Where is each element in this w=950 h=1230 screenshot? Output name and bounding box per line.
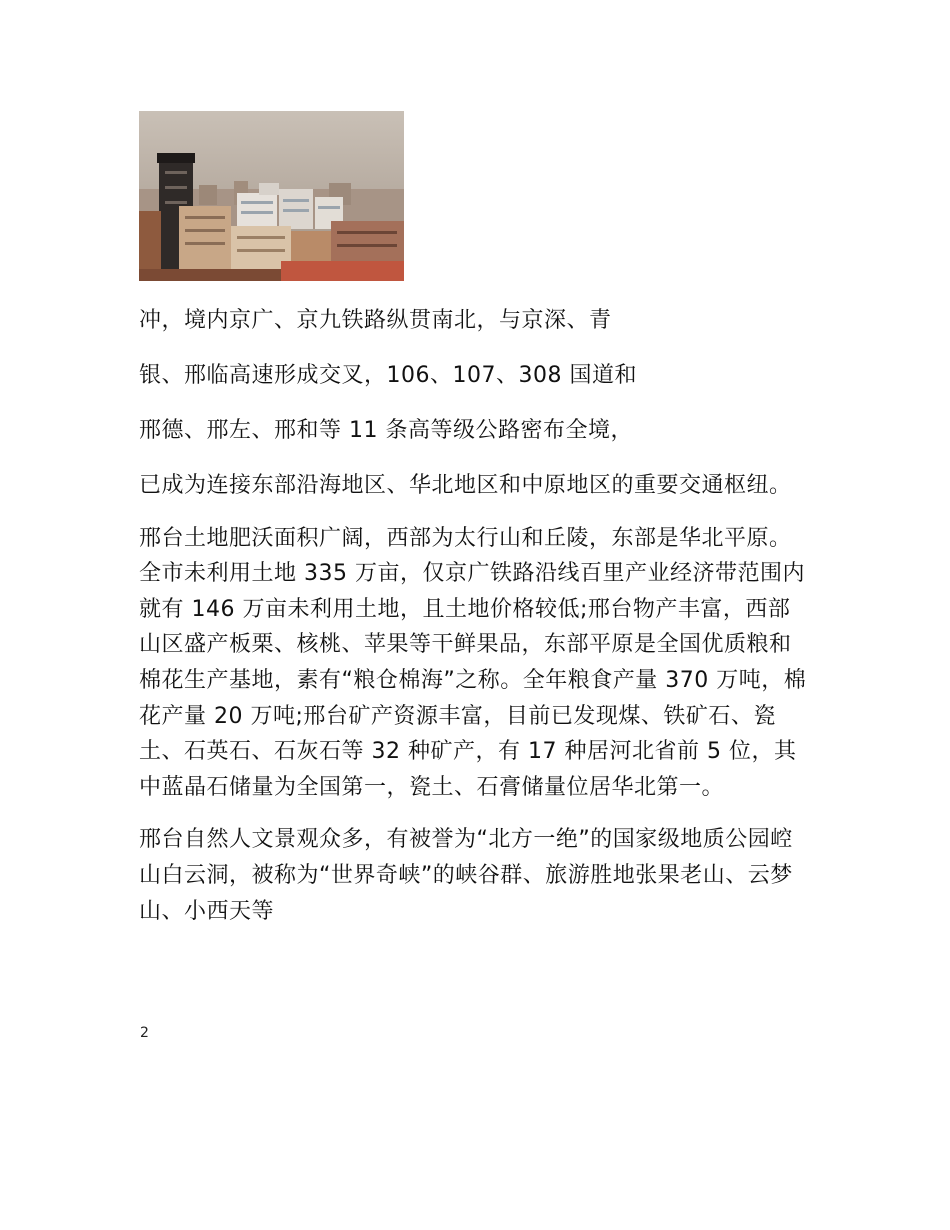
body-text [139,303,811,946]
page-number: 2 [140,1025,149,1041]
city-skyline-photo [139,111,404,281]
text-line: 银、邢临高速形成交叉，106、107、308 国道和 [139,363,637,388]
paragraph-scenery: 邢台自然人文景观众多，有被誉为“北方一绝”的国家级地质公园崆山白云洞，被称为“世界奇峡”的峡谷群、旅游胜地张果老山、云梦山、小西天等 [139,827,793,924]
paragraph-land-resources: 邢台土地肥沃面积广阔，西部为太行山和丘陵，东部是华北平原。全市未利用土地 335 万亩，仅京广铁路沿线百里产业经济带范围内就有 146 万亩未利用土地，且土地价格较低;邢台物产丰富，西部山区盛产板栗、核桃、苹果等干鲜果品，东部平原是全国优质粮和棉花生产基地，素有“粮仓棉海”之称。全年粮食产量 370 万吨，棉花产量 20 万吨;邢台矿产资源丰富，目前已发现煤、铁矿石、瓷土、石英石、石灰石等 32 种矿产，有 17 种居河北省前 5 位，其中蓝晶石储量为全国第一，瓷土、石膏储量位居华北第一。 [139,525,807,800]
paragraph-transport-hub: 已成为连接东部沿海地区、华北地区和中原地区的重要交通枢纽。 [139,473,792,498]
text-line: 冲，境内京广、京九铁路纵贯南北，与京深、青 [139,308,612,333]
city-skyline-illustration [139,111,404,281]
text-line: 邢德、邢左、邢和等 11 条高等级公路密布全境， [139,418,633,443]
